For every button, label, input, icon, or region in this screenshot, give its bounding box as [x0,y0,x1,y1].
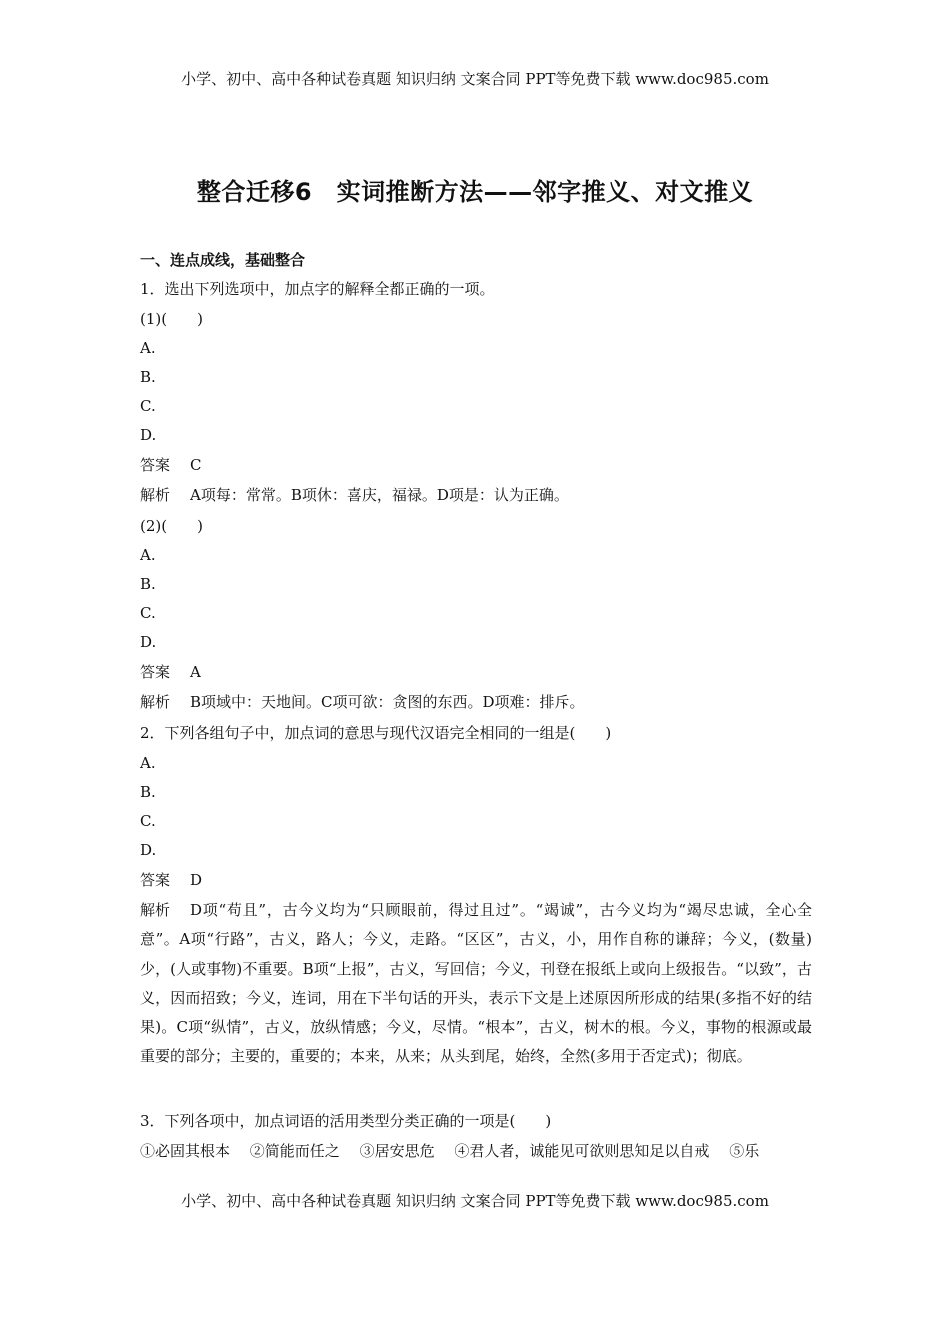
question-3-stem: 3．下列各项中，加点词语的活用类型分类正确的一项是( ) [140,1112,552,1130]
q2-analysis [140,896,812,1072]
q1-1-option-a: A. [140,339,156,357]
q3-item-5: ⑤乐 [729,1142,760,1160]
question-1-stem: 1．选出下列选项中，加点字的解释全都正确的一项。 [140,280,495,298]
q1-2-option-b: B. [140,575,156,593]
question-1-sub-2: (2)( ) [140,517,203,535]
answer-value: C [190,456,202,474]
q1-2-option-d: D. [140,633,157,651]
analysis-text: A项每：常常。B项休：喜庆，福禄。D项是：认为正确。 [190,486,569,504]
q3-item-1: ①必固其根本 [140,1142,231,1160]
page-footer: 小学、初中、高中各种试卷真题 知识归纳 文案合同 PPT等免费下载 www.doc985.com [181,1192,769,1210]
analysis-text: B项域中：天地间。C项可欲：贪图的东西。D项难：排斥。 [190,693,585,711]
q2-option-a: A. [140,754,156,772]
q1-1-answer [140,455,201,475]
analysis-text: D项“苟且”，古今义均为“只顾眼前，得过且过”。“竭诚”，古今义均为“竭尽忠诚，全心全意”。A项“行路”，古义，路人；今义，走路。“区区”，古义，小，用作自称的谦辞；今义，(数量)少，(人或事物)不重要。B项“上报”，古义，写回信；今义，刊登在报纸上或向上级报告。“以致”，古义，因而招致；今义，连词，用在下半句话的开头，表示下文是上述原因所形成的结果(多指不好的结果)。C项“纵情”，古义，放纵情感；今义，尽情。“根本”，古义，树木的根。今义，事物的根源或最重要的部分；主要的，重要的；本来，从来；从头到尾，始终，全然(多用于否定式)；彻底。 [140,901,812,1066]
answer-label: 答案 [140,663,171,681]
section-heading: 一、连点成线，基础整合 [140,251,306,269]
q2-option-d: D. [140,841,157,859]
answer-label: 答案 [140,456,171,474]
answer-value: D [190,871,203,889]
analysis-label: 解析 [140,486,171,504]
q2-answer [140,870,202,890]
question-1-sub-1: (1)( ) [140,310,203,328]
analysis-label: 解析 [140,901,171,919]
q1-1-analysis [140,485,569,505]
q1-2-option-c: C. [140,604,156,622]
q1-1-option-b: B. [140,368,156,386]
q1-1-option-c: C. [140,397,156,415]
q1-2-answer [140,662,201,682]
q1-2-analysis [140,692,585,712]
q3-item-3: ③居安思危 [359,1142,435,1160]
q2-option-c: C. [140,812,156,830]
q3-items [140,1141,759,1161]
q3-item-4: ④君人者，诚能见可欲则思知足以自戒 [454,1142,710,1160]
page-header: 小学、初中、高中各种试卷真题 知识归纳 文案合同 PPT等免费下载 www.doc985.com [181,70,769,88]
q1-2-option-a: A. [140,546,156,564]
q2-option-b: B. [140,783,156,801]
q3-item-2: ②简能而任之 [249,1142,340,1160]
q1-1-option-d: D. [140,426,157,444]
answer-value: A [190,663,201,681]
page-title: 整合迁移6 实词推断方法——邻字推义、对文推义 [196,178,754,206]
answer-label: 答案 [140,871,171,889]
analysis-label: 解析 [140,693,171,711]
question-2-stem: 2．下列各组句子中，加点词的意思与现代汉语完全相同的一组是( ) [140,724,612,742]
